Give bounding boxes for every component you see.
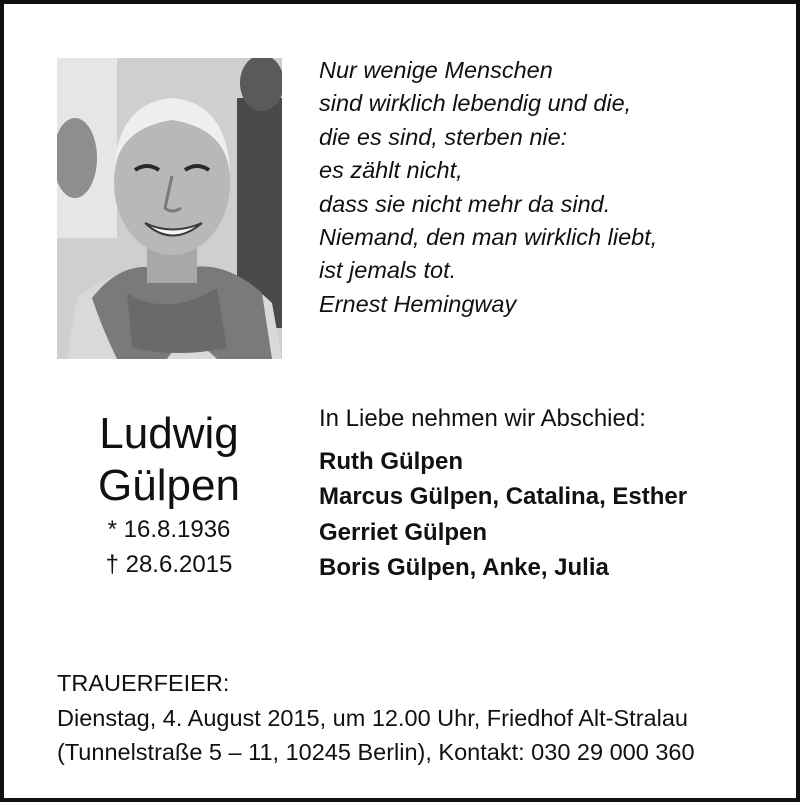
poem-line: Niemand, den man wirklich liebt, xyxy=(319,224,658,251)
mourner-name: Boris Gülpen, Anke, Julia xyxy=(319,553,609,581)
mourner-name: Ruth Gülpen xyxy=(319,448,463,475)
ceremony-address: (Tunnelstraße 5 – 11, 10245 Berlin), Kontakt: 030 29 000 360 xyxy=(57,739,695,765)
poem-line: sind wirklich lebendig und die, xyxy=(319,90,632,117)
deceased-last-name: Gülpen xyxy=(98,461,240,510)
portrait-photo xyxy=(57,58,282,359)
poem-quote xyxy=(319,54,759,321)
birth-date: * 16.8.1936 xyxy=(107,516,231,543)
mourner-name: Marcus Gülpen, Catalina, Esther xyxy=(319,483,688,511)
poem-line: die es sind, sterben nie: xyxy=(319,123,568,150)
farewell-intro: In Liebe nehmen wir Abschied: xyxy=(319,405,646,432)
deceased-info xyxy=(64,408,274,582)
poem-line: es zählt nicht, xyxy=(319,157,463,184)
death-date: † 28.6.2015 xyxy=(105,551,233,578)
poem-line: ist jemals tot. xyxy=(319,257,457,284)
ceremony-heading: TRAUERFEIER: xyxy=(57,670,230,696)
mourners-list xyxy=(319,444,687,585)
poem-line: dass sie nicht mehr da sind. xyxy=(319,190,611,217)
poem-line: Nur wenige Menschen xyxy=(319,57,553,83)
ceremony-info xyxy=(57,666,695,770)
mourner-name: Gerriet Gülpen xyxy=(319,518,488,546)
ceremony-details: Dienstag, 4. August 2015, um 12.00 Uhr, Friedhof Alt-Stralau xyxy=(57,704,688,731)
portrait-illustration xyxy=(57,58,282,359)
poem-author: Ernest Hemingway xyxy=(319,290,517,317)
deceased-first-name: Ludwig xyxy=(99,409,239,458)
